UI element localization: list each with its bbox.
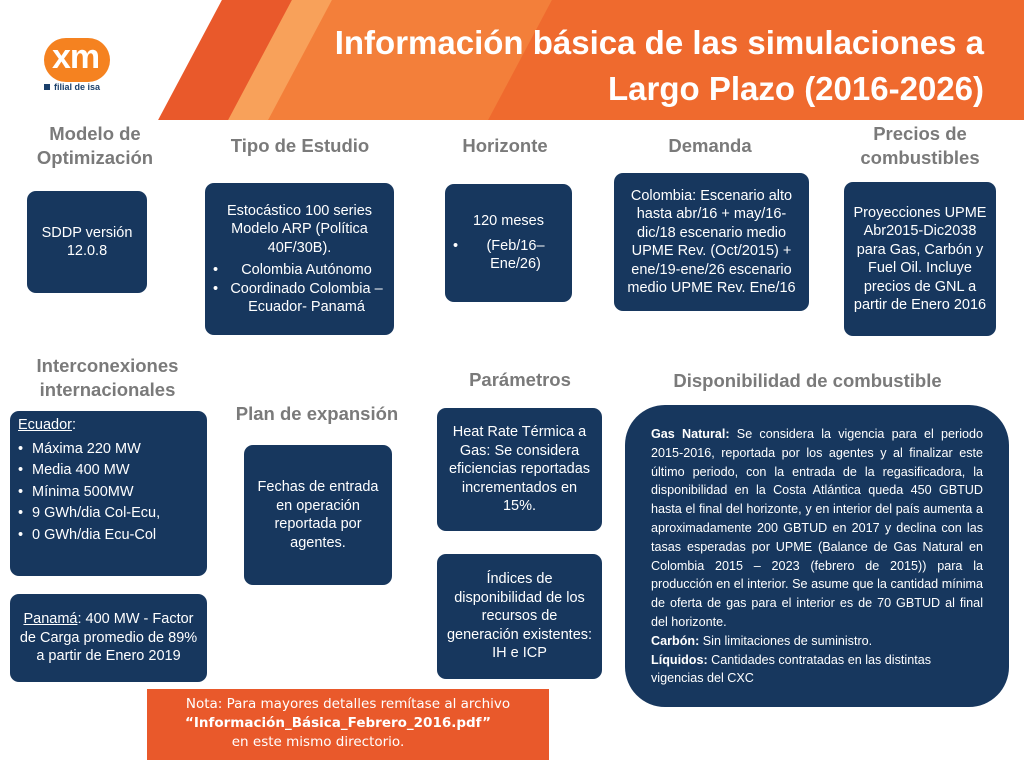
- interconexiones-title: Interconexiones internacionales: [36, 355, 179, 400]
- list-item: • (Feb/16– Ene/26): [453, 237, 564, 274]
- tipo-box: [205, 183, 394, 335]
- page-title-line2: Largo Plazo (2016-2026): [608, 70, 984, 107]
- note-filename: “Información_Básica_Febrero_2016.pdf”: [184, 715, 491, 731]
- liquidos-label: Líquidos:: [651, 652, 708, 667]
- carbon-paragraph: [651, 632, 983, 651]
- panama-text: [18, 610, 199, 666]
- plan-title: Plan de expansión: [235, 403, 399, 424]
- precios-text: Proyecciones UPME Abr2015-Dic2038 para Gas, Carbón y Fuel Oil. Incluye precios de GNL a partir de Enero 2016: [853, 204, 987, 313]
- list-item: • Mínima 500MW: [18, 482, 160, 504]
- list-item: • Máxima 220 MW: [18, 439, 160, 461]
- demanda-title: Demanda: [668, 135, 752, 156]
- disponibilidad-box: [625, 405, 1009, 707]
- panama-label: Panamá: [23, 611, 78, 628]
- list-item: • Media 400 MW: [18, 460, 160, 482]
- note-box: [147, 689, 549, 760]
- logo-text: xm: [52, 38, 100, 76]
- panama-box: [10, 594, 207, 682]
- gas-natural-paragraph: [651, 425, 983, 632]
- demanda-box: [614, 173, 809, 311]
- carbon-label: Carbón:: [651, 633, 700, 648]
- carbon-text: Sin limitaciones de suministro.: [702, 633, 873, 648]
- page-title-line1: Información básica de las simulaciones a: [334, 24, 984, 61]
- page-title: [284, 20, 984, 112]
- precios-title: Precios de combustibles: [860, 123, 980, 168]
- note-line3: en este mismo directorio.: [231, 734, 405, 750]
- horizonte-title: Horizonte: [462, 135, 548, 156]
- panama-detail: : 400 MW - Factor de Carga promedio de 89% a partir de Enero 2019: [19, 611, 198, 665]
- list-item: • Coordinado Colombia – Ecuador- Panamá: [213, 280, 386, 317]
- ecuador-list: [18, 439, 160, 547]
- parametros-heat-rate-text: Heat Rate Térmica a Gas: Se considera eficiencias reportadas incrementados en 15%.: [448, 424, 591, 515]
- tipo-title: Tipo de Estudio: [230, 135, 370, 156]
- ecuador-label-text: Ecuador: [18, 417, 73, 433]
- gas-natural-text: Se considera la vigencia para el periodo 2015-2016, reportada por los agentes y al finalizar este último periodo, con la entrada de la regasificadora, la disponibilidad en la Costa Atlántica queda 450 GBTUD hasta el final del horizonte, y en interior del país aumenta a aproximadamente 200 GBTUD en 2017 y declina con las tasas esperadas por UPME (Balance de Gas Natural en Colombia 2015 – 2023 (febrero de 2015)) para la producción en el interior. Se asume que la cantidad mínima de oferta de gas para el interior es de 70 GBTUD al final del horizonte.: [651, 427, 984, 629]
- parametros-box-indices: [437, 554, 602, 679]
- precios-box: [844, 182, 996, 336]
- list-item: • 9 GWh/dia Col-Ecu,: [18, 503, 160, 525]
- logo-subtitle: filial de isa: [54, 82, 101, 92]
- demanda-text: Colombia: Escenario alto hasta abr/16 + may/16-dic/18 escenario medio UPME Rev. (Oct/2015) + ene/19-ene/26 escenario medio UPME Rev. Ene/16: [627, 187, 796, 296]
- xm-logo: [44, 38, 164, 98]
- modelo-title: Modelo de Optimización: [36, 123, 154, 168]
- plan-text: Fechas de entrada en operación reportada por agentes.: [257, 479, 379, 551]
- modelo-text: SDDP versión 12.0.8: [41, 224, 133, 259]
- gas-natural-label: Gas Natural:: [651, 427, 730, 441]
- ecuador-label: Ecuador:: [18, 417, 77, 433]
- parametros-box-heat-rate: [437, 408, 602, 531]
- horizonte-line1: 120 meses: [473, 213, 544, 230]
- modelo-box: [27, 191, 147, 293]
- liquidos-text: Cantidades contratadas en las distintas vigencias del CXC: [651, 652, 931, 686]
- note-line1: Nota: Para mayores detalles remítase al archivo: [185, 696, 511, 712]
- parametros-title: Parámetros: [469, 369, 571, 390]
- parametros-indices-text: Índices de disponibilidad de los recursos de generación existentes: IH e ICP: [446, 571, 593, 662]
- disponibilidad-title: Disponibilidad de combustible: [673, 370, 942, 391]
- plan-box: [244, 445, 392, 585]
- logo-square-icon: [44, 84, 50, 90]
- horizonte-list: [453, 237, 564, 274]
- tipo-intro: Estocástico 100 series Modelo ARP (Política 40F/30B).: [226, 202, 373, 256]
- liquidos-paragraph: [651, 651, 983, 689]
- ecuador-box: [10, 411, 207, 576]
- list-item: • Colombia Autónomo: [213, 261, 386, 280]
- list-item: • 0 GWh/dia Ecu-Col: [18, 525, 160, 547]
- tipo-list: [213, 261, 386, 317]
- horizonte-box: [445, 184, 572, 302]
